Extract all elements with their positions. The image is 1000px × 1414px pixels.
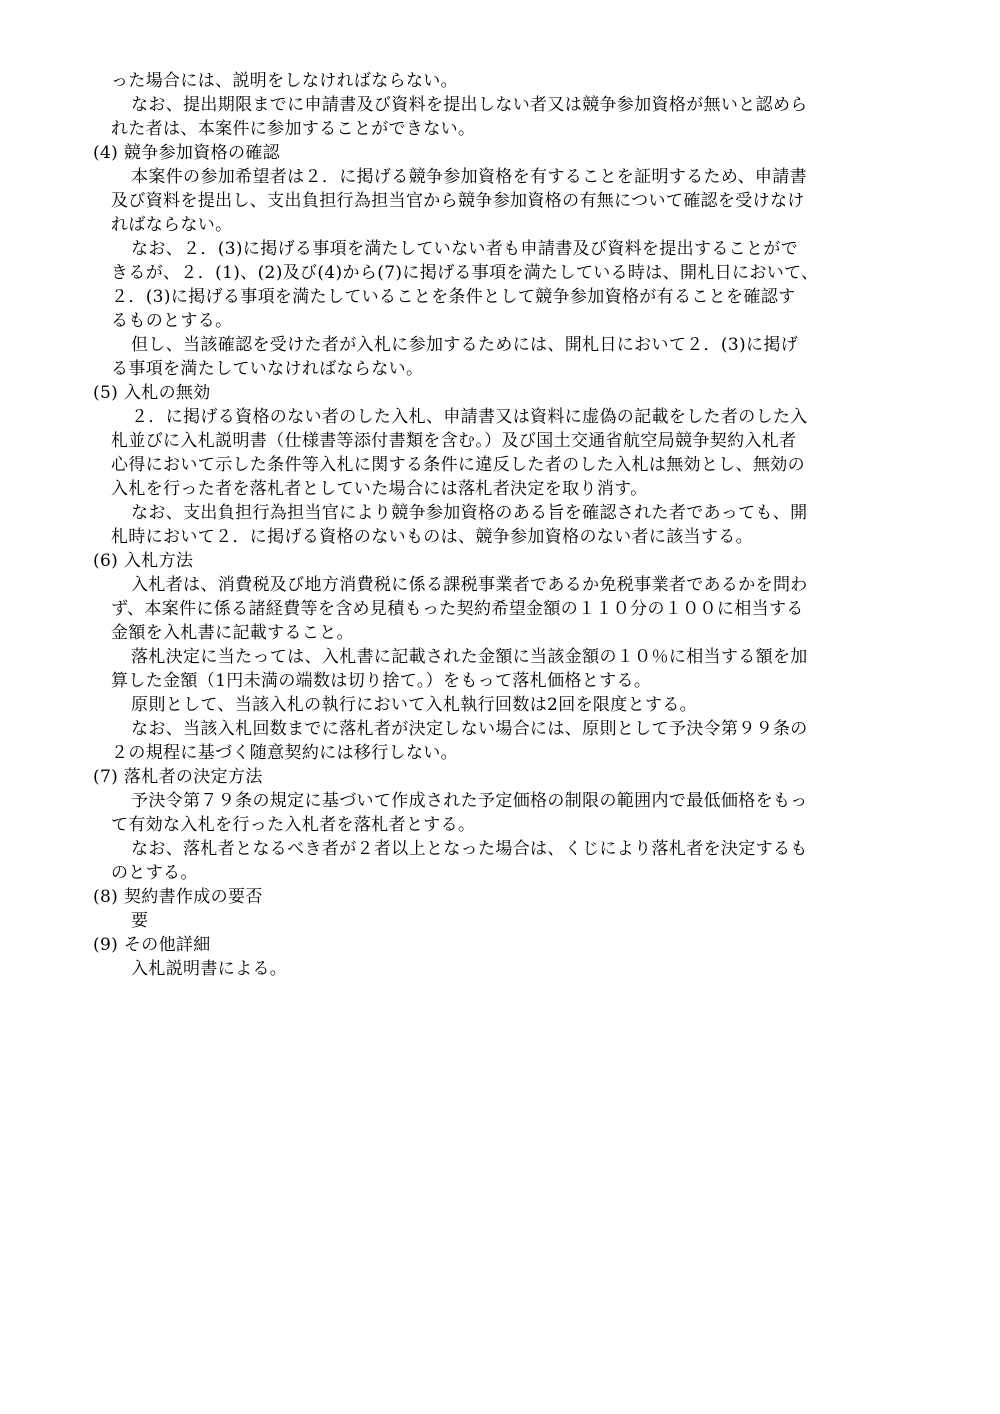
section-7-heading: (7) 落札者の決定方法 bbox=[93, 767, 263, 787]
section-6-text: 金額を入札書に記載すること。 bbox=[111, 623, 354, 643]
section-5-heading: (5) 入札の無効 bbox=[93, 383, 211, 403]
section-6-text: 入札者は、消費税及び地方消費税に係る課税事業者であるか免税事業者であるかを問わ bbox=[131, 575, 808, 595]
section-6-heading: (6) 入札方法 bbox=[93, 551, 194, 571]
section-5-text: 札並びに入札説明書（仕様書等添付書類を含む。）及び国土交通省航空局競争契約入札者 bbox=[111, 431, 797, 451]
section-7-text: のとする。 bbox=[111, 863, 198, 883]
section-9-text: 入札説明書による。 bbox=[131, 959, 288, 979]
section-7-text: て有効な入札を行った入札者を落札者とする。 bbox=[111, 815, 476, 835]
section-4-heading: (4) 競争参加資格の確認 bbox=[93, 143, 281, 163]
intro-line-2: なお、提出期限までに申請書及び資料を提出しない者又は競争参加資格が無いと認めら bbox=[131, 95, 808, 115]
section-6-text: 原則として、当該入札の執行において入札執行回数は2回を限度とする。 bbox=[131, 695, 698, 715]
section-5-text: 札時において２．に掲げる資格のないものは、競争参加資格のない者に該当する。 bbox=[111, 527, 753, 547]
section-5-text: 入札を行った者を落札者としていた場合には落札者決定を取り消す。 bbox=[111, 479, 648, 499]
section-4-text: きるが、２．(1)、(2)及び(4)から(7)に掲げる事項を満たしている時は、開札日において、 bbox=[111, 263, 819, 283]
section-6-text: 落札決定に当たっては、入札書に記載された金額に当該金額の１０％に相当する額を加 bbox=[131, 647, 808, 667]
section-5-text: 心得において示した条件等入札に関する条件に違反した者のした入札は無効とし、無効の bbox=[111, 455, 805, 475]
intro-line-1: った場合には、説明をしなければならない。 bbox=[111, 71, 458, 91]
intro-line-3: れた者は、本案件に参加することができない。 bbox=[111, 119, 476, 139]
section-4-text: なお、２．(3)に掲げる事項を満たしていない者も申請書及び資料を提出することがで bbox=[131, 239, 799, 259]
section-6-text: なお、当該入札回数までに落札者が決定しない場合には、原則として予決令第９９条の bbox=[131, 719, 808, 739]
section-4-text: 但し、当該確認を受けた者が入札に参加するためには、開札日において２．(3)に掲げ bbox=[131, 335, 799, 355]
section-8-text: 要 bbox=[131, 911, 149, 931]
section-4-text: る事項を満たしていなければならない。 bbox=[111, 359, 424, 379]
section-6-text: 算した金額（1円未満の端数は切り捨て。）をもって落札価格とする。 bbox=[111, 671, 652, 691]
section-4-text: 及び資料を提出し、支出負担行為担当官から競争参加資格の有無について確認を受けなけ bbox=[111, 191, 805, 211]
section-5-text: ２．に掲げる資格のない者のした入札、申請書又は資料に虚偽の記載をした者のした入 bbox=[131, 407, 808, 427]
section-4-text: ２．(3)に掲げる事項を満たしていることを条件として競争参加資格が有ることを確認す bbox=[111, 287, 796, 307]
section-4-text: 本案件の参加希望者は２．に掲げる競争参加資格を有することを証明するため、申請書 bbox=[131, 167, 807, 187]
section-6-text: ず、本案件に係る諸経費等を含め見積もった契約希望金額の１１０分の１００に相当する bbox=[111, 599, 804, 619]
section-6-text: ２の規程に基づく随意契約には移行しない。 bbox=[111, 743, 458, 763]
section-8-heading: (8) 契約書作成の要否 bbox=[93, 887, 263, 907]
section-9-heading: (9) その他詳細 bbox=[93, 935, 211, 955]
section-5-text: なお、支出負担行為担当官により競争参加資格のある旨を確認された者であっても、開 bbox=[131, 503, 808, 523]
section-7-text: 予決令第７９条の規定に基づいて作成された予定価格の制限の範囲内で最低価格をもっ bbox=[131, 791, 808, 811]
section-7-text: なお、落札者となるべき者が２者以上となった場合は、くじにより落札者を決定するも bbox=[131, 839, 808, 859]
section-4-text: るものとする。 bbox=[111, 311, 233, 331]
section-4-text: ればならない。 bbox=[111, 215, 233, 235]
